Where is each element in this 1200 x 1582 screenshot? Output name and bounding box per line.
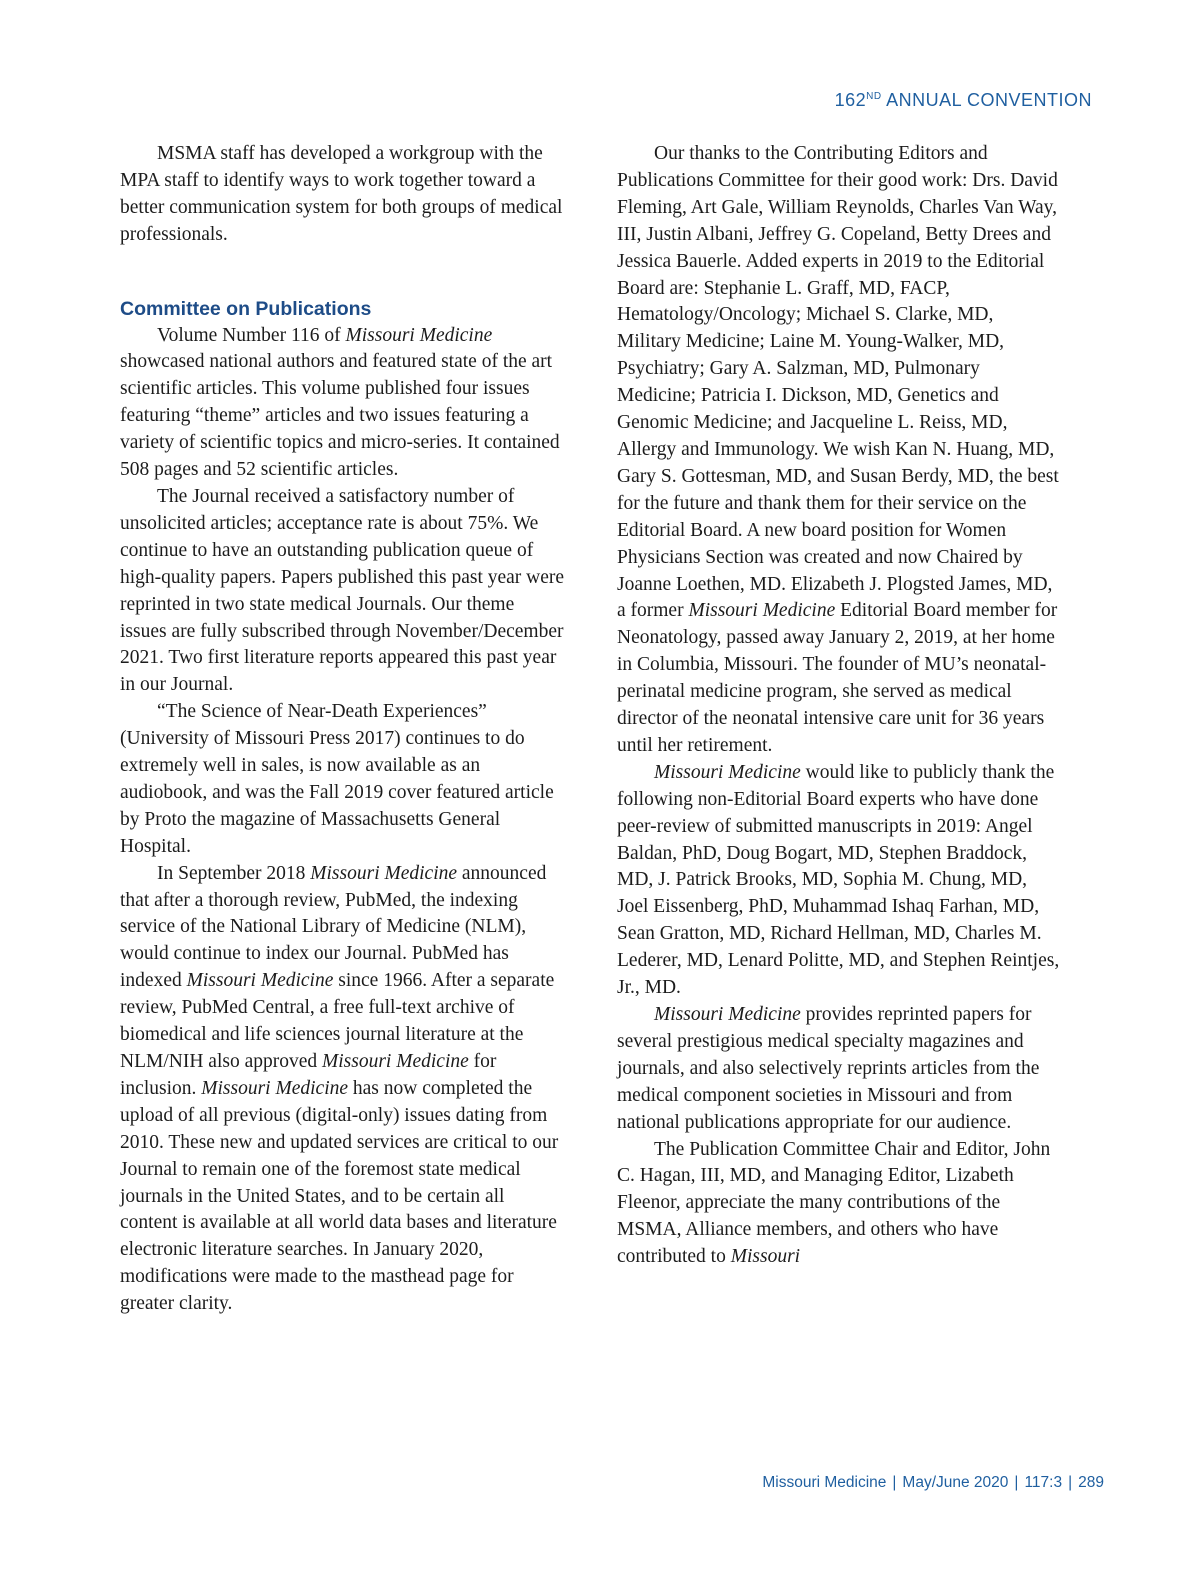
paragraph-committee-chair: The Publication Committee Chair and Editor, John C. Hagan, III, MD, and Managing Editor, Lizabeth Fleenor, appreciate the many contributions of the MSMA, Alliance members, and others who have contributed to Missouri bbox=[617, 1138, 1051, 1268]
section-heading: Committee on Publications bbox=[120, 297, 372, 320]
paragraph-pubmed: In September 2018 Missouri Medicine announced that after a thorough review, PubMed, the indexing service of the National Library of Medicine (NLM), would continue to index our Journal. PubMed has indexed Missouri Medicine since 1966. After a separate review, PubMed Central, a free full-text archive of biomedical and life sciences journal literature at the NLM/NIH also approved Missouri Medicine for inclusion. Missouri Medicine has now completed the upload of all previous (digital-only) issues dating from 2010. These new and updated services are critical to our Journal to remain one of the foremost state medical journals in the United States, and to be certain all content is available at all world data bases and literature electronic literature searches. In January 2020, modifications were made to the masthead page for greater clarity. bbox=[120, 862, 559, 1315]
right-column bbox=[617, 141, 1062, 1271]
running-header bbox=[835, 90, 1092, 111]
paragraph-peer-reviewers: Missouri Medicine would like to publicly thank the following non-Editorial Board experts who have done peer-review of submitted manuscripts in 2019: Angel Baldan, PhD, Doug Bogart, MD, Stephen Braddock, MD, J. Patrick Brooks, MD, Sophia M. Chung, MD, Joel Eissenberg, PhD, Muhammad Ishaq Farhan, MD, Sean Gratton, MD, Richard Hellman, MD, Charles M. Lederer, MD, Lenard Politte, MD, and Stephen Reintjes, Jr., MD. bbox=[617, 761, 1060, 999]
footer-separator: | bbox=[1068, 1474, 1073, 1491]
paragraph-journal-received: The Journal received a satisfactory number of unsolicited articles; acceptance rate is about 75%. We continue to have an outstanding publication queue of high-quality papers. Papers published this past year were reprinted in two state medical Journals. Our theme issues are fully subscribed through November/December 2021. Two first literature reports appeared this past year in our Journal. bbox=[120, 485, 565, 696]
footer-journal: Missouri Medicine bbox=[762, 1474, 887, 1491]
paragraph-workgroup: MSMA staff has developed a workgroup with the MPA staff to identify ways to work together toward a better communication system for both groups of medical professionals. bbox=[120, 143, 563, 245]
footer-page-number: 289 bbox=[1078, 1474, 1104, 1491]
header-ordinal: 162 bbox=[834, 90, 867, 110]
page-footer bbox=[762, 1474, 1104, 1492]
header-ordinal-suffix: ND bbox=[866, 91, 882, 102]
paragraph-volume: Volume Number 116 of Missouri Medicine showcased national authors and featured state of the art scientific articles. This volume published four issues featuring “theme” articles and two issues featuring a variety of scientific topics and micro-series. It contained 508 pages and 52 scientific articles. bbox=[120, 324, 560, 481]
footer-issue-date: May/June 2020 bbox=[902, 1474, 1009, 1491]
paragraph-near-death-book: “The Science of Near-Death Experiences” (University of Missouri Press 2017) continues to do extremely well in sales, is now available as an audiobook, and was the Fall 2019 cover featured article by Proto the magazine of Massachusetts General Hospital. bbox=[120, 701, 554, 857]
left-column bbox=[120, 141, 565, 1318]
footer-volume: 117:3 bbox=[1024, 1474, 1063, 1491]
paragraph-thanks-editors: Our thanks to the Contributing Editors and Publications Committee for their good work: Drs. David Fleming, Art Gale, William Reynolds, Charles Van Way, III, Justin Albani, Jeffrey G. Copeland, Betty Drees and Jessica Bauerle. Added experts in 2019 to the Editorial Board are: Stephanie L. Graff, MD, FACP, Hematology/Oncology; Michael S. Clarke, MD, Military Medicine; Laine M. Young-Walker, MD, Psychiatry; Gary A. Salzman, MD, Pulmonary Medicine; Patricia I. Dickson, MD, Genetics and Genomic Medicine; and Jacqueline L. Reiss, MD, Allergy and Immunology. We wish Kan N. Huang, MD, Gary S. Gottesman, MD, and Susan Berdy, MD, the best for the future and thank them for their service on the Editorial Board. A new board position for Women Physicians Section was created and now Chaired by Joanne Loethen, MD. Elizabeth J. Plogsted James, MD, a former Missouri Medicine Editorial Board member for Neonatology, passed away January 2, 2019, at her home in Columbia, Missouri. The founder of MU’s neonatal-perinatal medicine program, she served as medical director of the neonatal intensive care unit for 36 years until her retirement. bbox=[617, 143, 1059, 756]
footer-separator: | bbox=[892, 1474, 897, 1491]
footer-separator: | bbox=[1014, 1474, 1019, 1491]
paragraph-reprints: Missouri Medicine provides reprinted papers for several prestigious medical specialty magazines and journals, and also selectively reprints articles from the medical component societies in Missouri and from national publications appropriate for our audience. bbox=[617, 1004, 1040, 1133]
header-title: ANNUAL CONVENTION bbox=[886, 90, 1092, 110]
